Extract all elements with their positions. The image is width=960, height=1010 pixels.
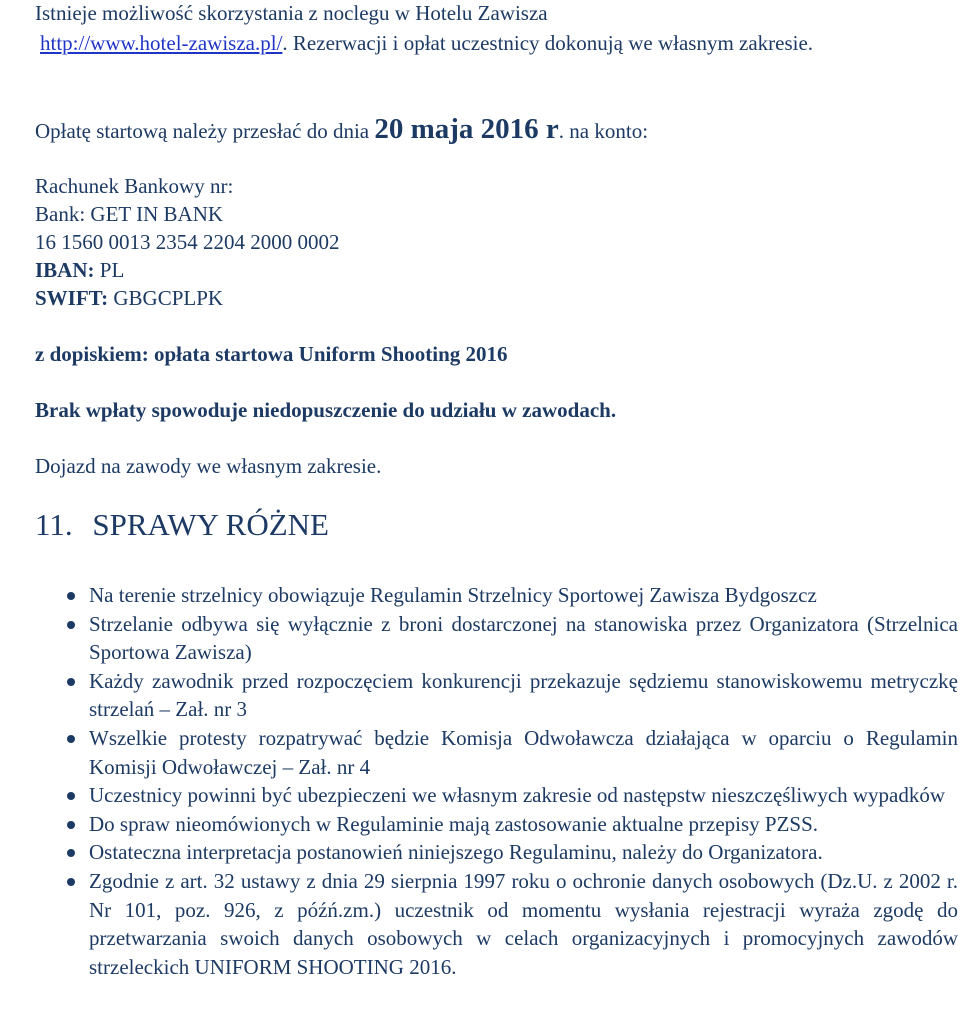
iban-line bbox=[35, 257, 124, 283]
payment-date: 20 maja 2016 r bbox=[374, 113, 559, 145]
list-item-text: Strzelanie odbywa się wyłącznie z broni dostarczonej na stanowiska przez Organizatora (Strzelnica Sportowa Zawisza) bbox=[89, 611, 958, 665]
list-item-text: Każdy zawodnik przed rozpoczęciem konkurencji przekazuje sędziemu stanowiskowemu metryczkę strzelań – Zał. nr 3 bbox=[89, 668, 958, 722]
section-title: SPRAWY RÓŻNE bbox=[92, 507, 329, 542]
bullet-icon bbox=[67, 878, 75, 886]
iban-value: PL bbox=[94, 258, 125, 282]
intro-line-2 bbox=[40, 30, 813, 56]
payment-warning: Brak wpłaty spowoduje niedopuszczenie do udziału w zawodach. bbox=[35, 398, 617, 422]
section-heading bbox=[35, 506, 329, 544]
list-item-text: Do spraw nieomówionych w Regulaminie mają zastosowanie aktualne przepisy PZSS. bbox=[89, 811, 819, 836]
payment-text-before: Opłatę startową należy przesłać do dnia bbox=[35, 119, 375, 143]
list-item-text: Zgodnie z art. 32 ustawy z dnia 29 sierpnia 1997 roku o ochronie danych osobowych (Dz.U. z 2002 r. Nr 101, poz. 926, z późń.zm.) uczestnik od momentu wysłania rejestracji wyraża zgodę do przetwarzania swoich danych osobowych w celach organizacyjnych i promocyjnych zawodów strzeleckich UNIFORM SHOOTING 2016. bbox=[89, 868, 958, 979]
bullet-icon bbox=[67, 735, 75, 743]
bank-label: Bank: bbox=[35, 202, 91, 226]
bank-line bbox=[35, 201, 223, 227]
hotel-link[interactable]: http://www.hotel-zawisza.pl/ bbox=[40, 31, 283, 55]
iban-label: IBAN: bbox=[35, 258, 95, 282]
payment-deadline bbox=[35, 112, 648, 148]
list-item-text: Wszelkie protesty rozpatrywać będzie Komisja Odwoławcza działająca w oparciu o Regulamin Komisji Odwoławczej – Zał. nr 4 bbox=[89, 725, 958, 779]
list-item bbox=[0, 867, 960, 981]
rules-list bbox=[0, 581, 960, 981]
bullet-icon bbox=[67, 678, 75, 686]
swift-label: SWIFT: bbox=[35, 286, 109, 310]
intro-rest-text: . Rezerwacji i opłat uczestnicy dokonują we własnym zakresie. bbox=[282, 31, 814, 55]
list-item bbox=[0, 610, 960, 667]
travel-note: Dojazd na zawody we własnym zakresie. bbox=[35, 454, 382, 478]
swift-value: GBGCPLPK bbox=[108, 286, 224, 310]
list-item bbox=[0, 581, 960, 610]
list-item-text: Na terenie strzelnicy obowiązuje Regulamin Strzelnicy Sportowej Zawisza Bydgoszcz bbox=[89, 583, 817, 607]
payment-annotation: z dopiskiem: opłata startowa Uniform Shooting 2016 bbox=[35, 342, 508, 366]
intro-line-1 bbox=[35, 0, 548, 26]
section-number: 11. bbox=[35, 507, 73, 542]
bullet-icon bbox=[67, 621, 75, 629]
list-item bbox=[0, 667, 960, 724]
list-item bbox=[0, 781, 960, 810]
bullet-icon bbox=[67, 592, 75, 600]
list-item-text: Uczestnicy powinni być ubezpieczeni we własnym zakresie od następstw nieszczęśliwych wypadków bbox=[89, 783, 946, 808]
account-number: 16 1560 0013 2354 2204 2000 0002 bbox=[35, 230, 340, 254]
list-item bbox=[0, 810, 960, 839]
bullet-icon bbox=[67, 849, 75, 857]
list-item bbox=[0, 838, 960, 867]
account-label: Rachunek Bankowy nr: bbox=[35, 174, 234, 198]
bullet-icon bbox=[67, 821, 75, 829]
list-item-text: Ostateczna interpretacja postanowień niniejszego Regulaminu, należy do Organizatora. bbox=[89, 840, 823, 865]
swift-line bbox=[35, 285, 223, 311]
list-item bbox=[0, 724, 960, 781]
payment-text-after: . na konto: bbox=[558, 119, 649, 143]
intro-text: Istnieje możliwość skorzystania z noclegu w Hotelu Zawisza bbox=[35, 1, 548, 25]
bullet-icon bbox=[67, 792, 75, 800]
bank-name: GET IN BANK bbox=[90, 202, 224, 226]
